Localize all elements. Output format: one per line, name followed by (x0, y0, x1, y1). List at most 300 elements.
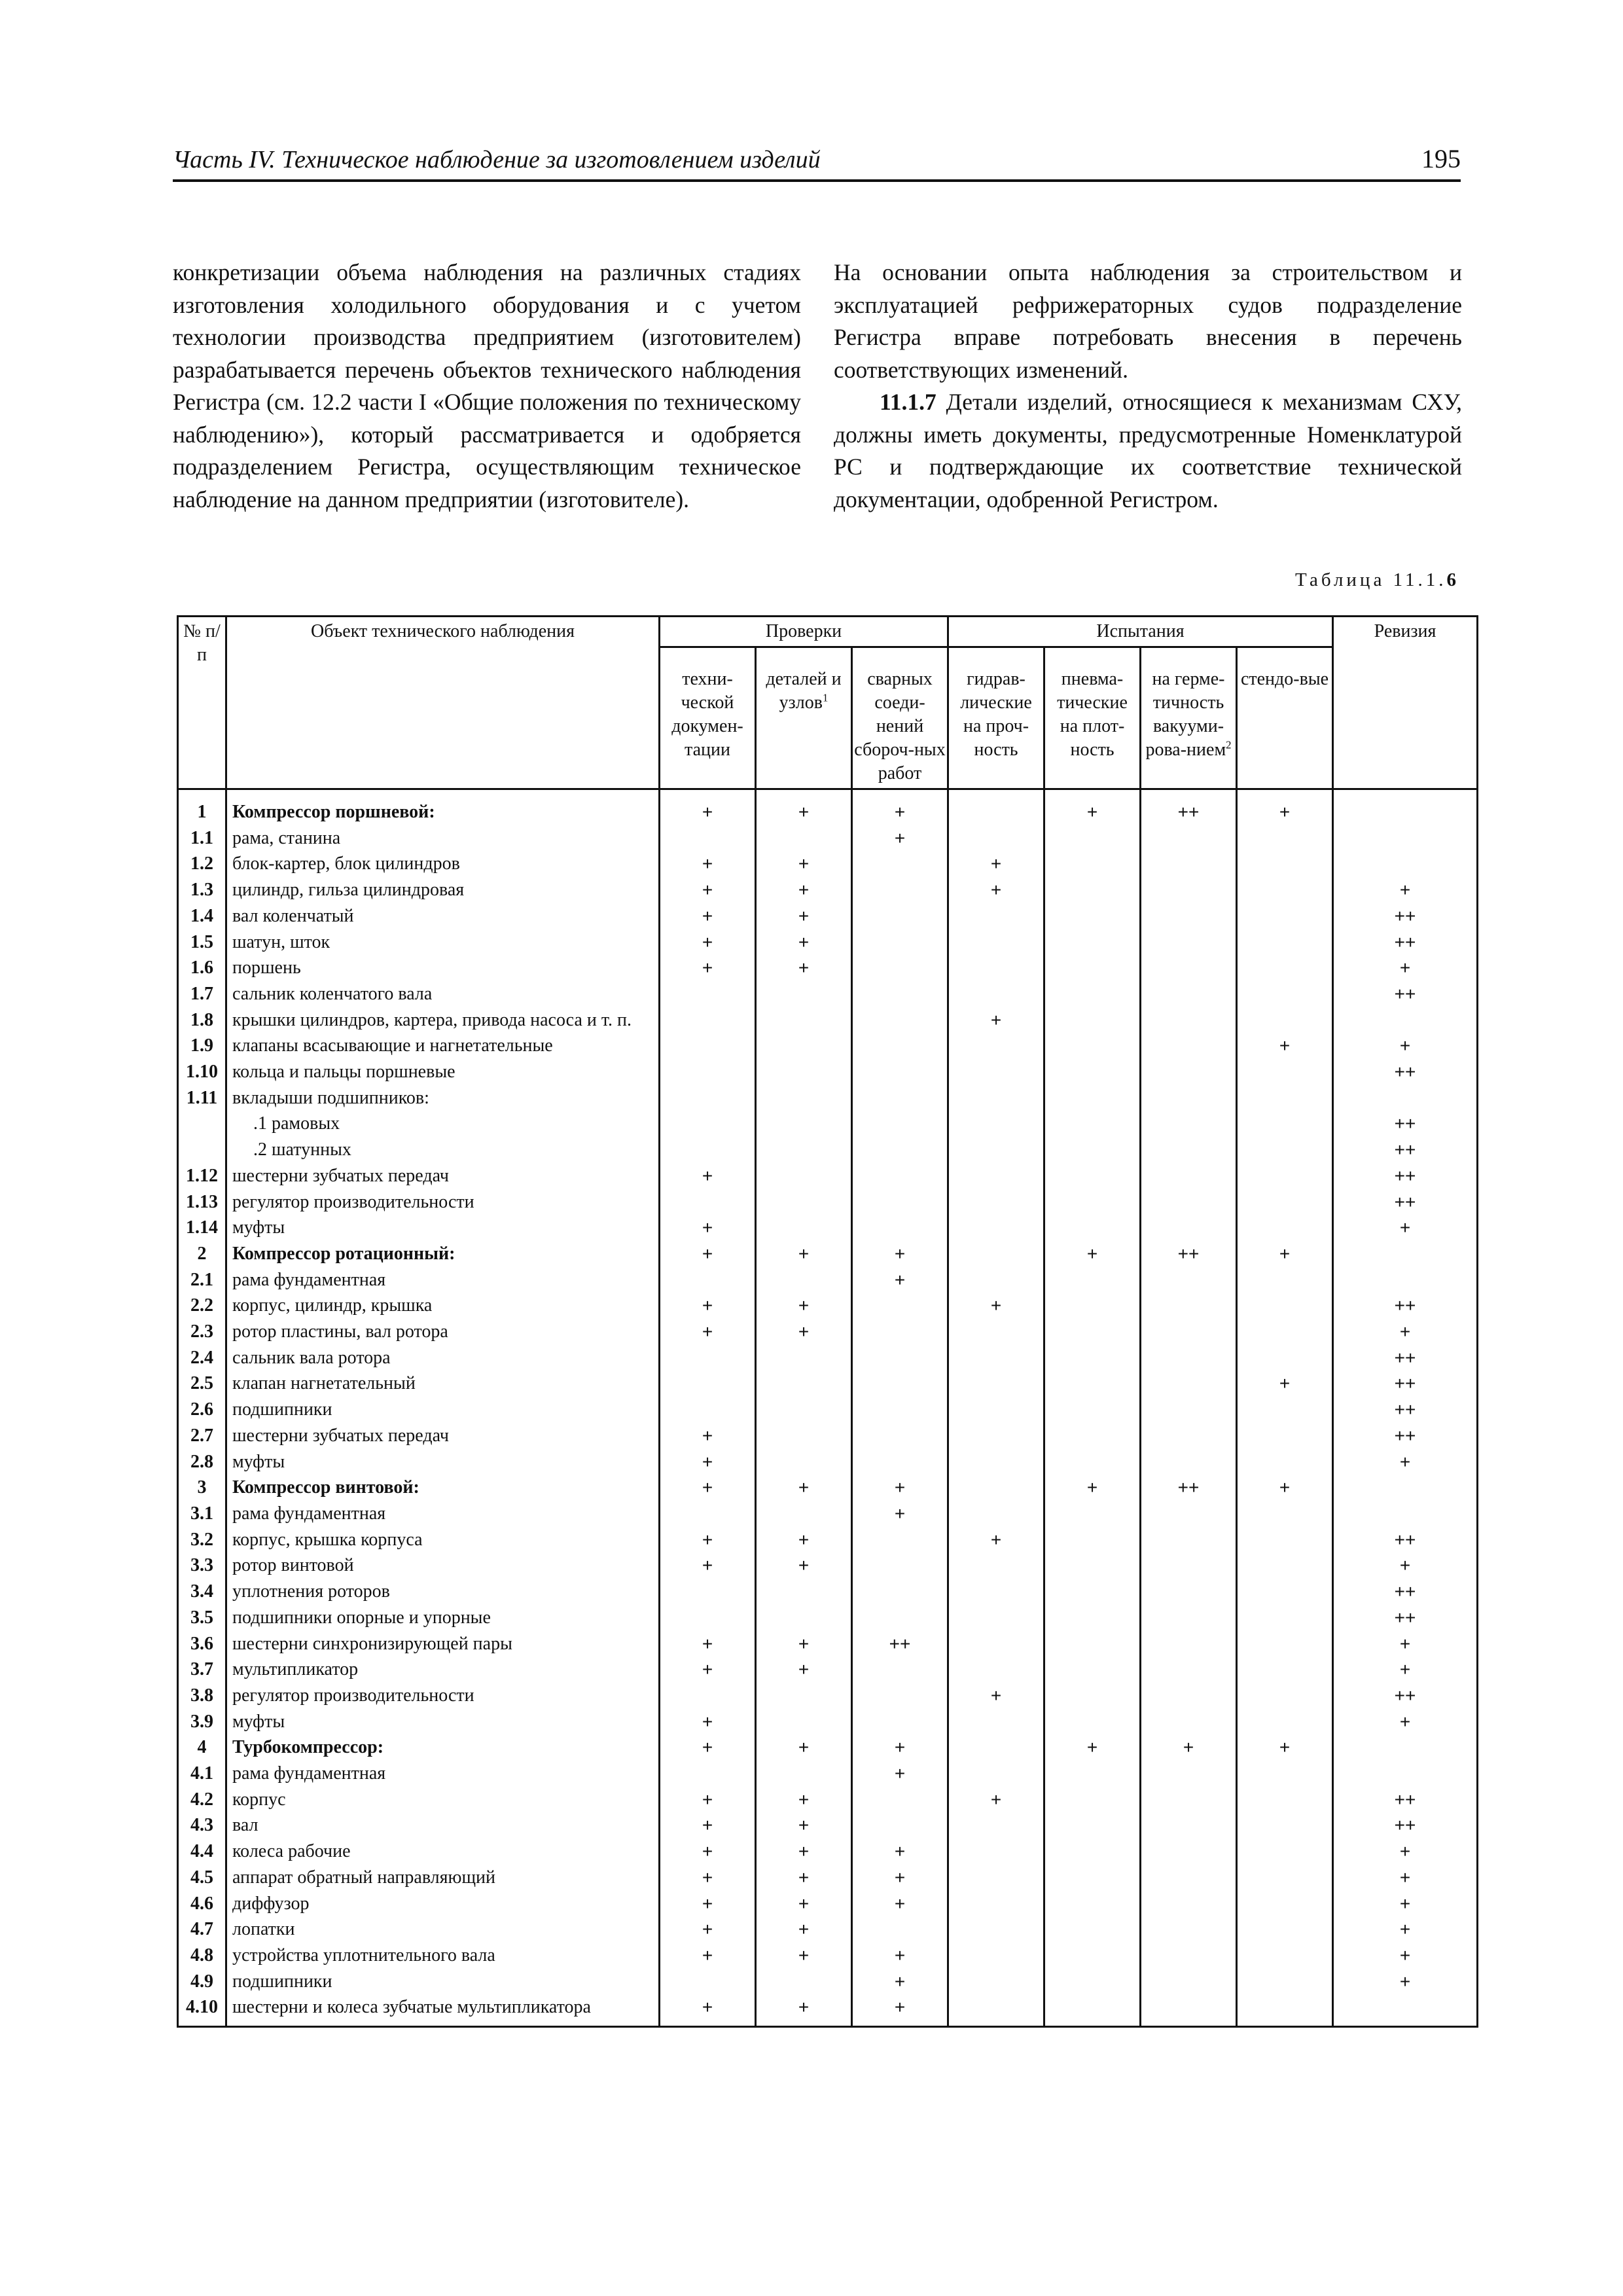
row-mark (852, 1085, 948, 1111)
row-mark (1237, 1969, 1333, 1995)
table-row (178, 1215, 1478, 1241)
row-mark: + (852, 1501, 948, 1527)
row-mark (852, 877, 948, 903)
row-mark (1141, 1137, 1237, 1163)
row-mark: + (756, 1475, 852, 1501)
row-mark: + (852, 1891, 948, 1917)
row-mark: + (660, 1552, 756, 1579)
row-mark (852, 1319, 948, 1345)
row-object-name: Компрессор поршневой: (226, 789, 660, 825)
row-mark (948, 1994, 1044, 2026)
row-mark (1237, 1319, 1333, 1345)
head-pneumatic: пневма-тические на плот-ность (1044, 647, 1141, 789)
row-mark: + (756, 1787, 852, 1813)
row-mark (1237, 1137, 1333, 1163)
row-object-name: вкладыши подшипников: (226, 1085, 660, 1111)
clause-number: 11.1.7 (880, 389, 936, 415)
row-mark (852, 1007, 948, 1033)
row-mark: + (756, 1241, 852, 1267)
row-mark (1237, 955, 1333, 981)
row-number: 3.9 (178, 1709, 226, 1735)
row-mark: + (1333, 1969, 1478, 1995)
row-mark: ++ (1333, 1189, 1478, 1215)
row-mark (948, 1475, 1044, 1501)
row-mark: + (948, 1007, 1044, 1033)
table-row (178, 1891, 1478, 1917)
row-mark (660, 825, 756, 852)
row-mark (1237, 1839, 1333, 1865)
row-mark: + (852, 1943, 948, 1969)
row-mark (948, 1839, 1044, 1865)
head-hydraulic: гидрав-лические на проч-ность (948, 647, 1044, 789)
row-mark: ++ (1333, 1423, 1478, 1449)
head-object: Объект технического наблюдения (226, 617, 660, 789)
row-number: 1.7 (178, 981, 226, 1007)
head-revision: Ревизия (1333, 617, 1478, 789)
row-mark: + (852, 1761, 948, 1787)
row-object-name: клапан нагнетательный (226, 1371, 660, 1397)
row-mark (1044, 1839, 1141, 1865)
row-object-name: рама фундаментная (226, 1267, 660, 1293)
row-object-name: Турбокомпрессор: (226, 1734, 660, 1761)
row-object-name: шестерни зубчатых передач (226, 1163, 660, 1189)
row-object-name: цилиндр, гильза цилиндровая (226, 877, 660, 903)
row-mark: + (660, 877, 756, 903)
row-mark (852, 1449, 948, 1475)
table-row (178, 1033, 1478, 1059)
row-mark (1141, 1552, 1237, 1579)
row-mark: + (852, 1267, 948, 1293)
row-mark (756, 1371, 852, 1397)
row-number: 4.6 (178, 1891, 226, 1917)
row-mark (852, 1033, 948, 1059)
row-mark: + (1333, 1891, 1478, 1917)
row-mark: + (948, 877, 1044, 903)
row-object-name: лопатки (226, 1916, 660, 1943)
row-mark: + (1333, 955, 1478, 981)
row-mark (948, 1033, 1044, 1059)
row-object-name: рама фундаментная (226, 1761, 660, 1787)
row-mark (1237, 1994, 1333, 2026)
row-object-name: сальник вала ротора (226, 1345, 660, 1371)
row-mark (1044, 1319, 1141, 1345)
table-caption (1295, 569, 1459, 591)
table-row (178, 1319, 1478, 1345)
row-mark (852, 929, 948, 956)
row-mark (1044, 1916, 1141, 1943)
row-mark (660, 1371, 756, 1397)
row-mark (1044, 851, 1141, 877)
row-mark (852, 955, 948, 981)
row-number: 2.4 (178, 1345, 226, 1371)
row-mark (1141, 1891, 1237, 1917)
row-mark (1044, 1215, 1141, 1241)
row-mark: + (660, 789, 756, 825)
row-mark: + (1044, 1241, 1141, 1267)
row-mark (1237, 1397, 1333, 1423)
table-row (178, 1137, 1478, 1163)
table-row (178, 1812, 1478, 1839)
row-mark (852, 1657, 948, 1683)
row-mark (756, 1137, 852, 1163)
table-head-row-1 (178, 617, 1478, 647)
row-mark (1044, 955, 1141, 981)
row-mark: + (756, 1839, 852, 1865)
row-mark (756, 1397, 852, 1423)
row-number: 4.8 (178, 1943, 226, 1969)
row-object-name: аппарат обратный направляющий (226, 1865, 660, 1891)
row-mark (1333, 1085, 1478, 1111)
table-row (178, 955, 1478, 981)
table-row (178, 1371, 1478, 1397)
row-object-name: подшипники опорные и упорные (226, 1605, 660, 1631)
row-mark (852, 1812, 948, 1839)
table-row (178, 1994, 1478, 2026)
row-mark: + (852, 1475, 948, 1501)
row-mark (1141, 1345, 1237, 1371)
row-mark: ++ (1333, 1371, 1478, 1397)
head-vacuum (1141, 647, 1237, 789)
row-mark (756, 1709, 852, 1735)
row-mark (1044, 1501, 1141, 1527)
row-mark (852, 1916, 948, 1943)
row-mark (1044, 1657, 1141, 1683)
table-row (178, 1552, 1478, 1579)
row-mark (1237, 1423, 1333, 1449)
row-mark (1141, 1943, 1237, 1969)
row-number: 3.2 (178, 1527, 226, 1553)
row-mark: + (1237, 1033, 1333, 1059)
row-mark (1141, 1527, 1237, 1553)
row-number: 4.4 (178, 1839, 226, 1865)
row-mark (948, 1319, 1044, 1345)
row-mark (852, 1605, 948, 1631)
row-mark: + (948, 851, 1044, 877)
table-row (178, 1189, 1478, 1215)
row-mark (1237, 1812, 1333, 1839)
row-mark (660, 1761, 756, 1787)
table-row (178, 1293, 1478, 1319)
row-mark (756, 1501, 852, 1527)
row-mark (1044, 1891, 1141, 1917)
row-mark: + (660, 1994, 756, 2026)
row-mark (948, 1812, 1044, 1839)
row-mark: + (756, 877, 852, 903)
row-mark: ++ (1333, 1137, 1478, 1163)
row-mark: + (660, 1449, 756, 1475)
row-mark (1141, 1449, 1237, 1475)
row-mark (1333, 1475, 1478, 1501)
table-row (178, 1605, 1478, 1631)
row-mark (660, 1033, 756, 1059)
row-mark (1141, 1371, 1237, 1397)
row-mark (660, 981, 756, 1007)
row-mark (1237, 1085, 1333, 1111)
row-mark: + (660, 1891, 756, 1917)
right-paragraph-1: На основании опыта наблюдения за строительством и эксплуатацией рефрижераторных судов подразделение Регистра вправе потребовать внесения в перечень соответствующих изменений. (834, 259, 1462, 383)
row-number: 1.14 (178, 1215, 226, 1241)
left-column (173, 257, 801, 516)
row-object-name: колеса рабочие (226, 1839, 660, 1865)
row-mark (948, 1111, 1044, 1137)
row-mark: ++ (1333, 1345, 1478, 1371)
row-mark (756, 1059, 852, 1085)
head-checks: Проверки (660, 617, 948, 647)
table-body (178, 789, 1478, 2027)
row-mark (660, 1137, 756, 1163)
row-mark (660, 1397, 756, 1423)
row-number: 1.3 (178, 877, 226, 903)
row-mark (1044, 981, 1141, 1007)
row-mark: + (660, 1943, 756, 1969)
row-mark (660, 1111, 756, 1137)
supervision-table (177, 615, 1478, 2028)
row-mark (1044, 903, 1141, 929)
row-mark: + (660, 1787, 756, 1813)
row-mark (948, 1891, 1044, 1917)
row-mark (660, 1085, 756, 1111)
row-mark (1141, 1605, 1237, 1631)
row-mark (852, 1787, 948, 1813)
table-row (178, 929, 1478, 956)
clause-text: Детали изделий, относящиеся к механизмам СХУ, должны иметь документы, предусмотренные Номенклатурой РС и подтверждающие их соответствие технической документации, одобренной Регистром. (834, 389, 1462, 512)
row-object-name: подшипники (226, 1397, 660, 1423)
row-number: 1.2 (178, 851, 226, 877)
row-mark: + (1044, 1734, 1141, 1761)
row-mark (1237, 1345, 1333, 1371)
row-mark: + (660, 1215, 756, 1241)
table-row (178, 1631, 1478, 1657)
table-row (178, 1007, 1478, 1033)
row-mark (1141, 877, 1237, 903)
table-row (178, 1865, 1478, 1891)
table-caption-number: 6 (1446, 569, 1459, 590)
row-number (178, 1111, 226, 1137)
row-mark: + (1333, 1865, 1478, 1891)
row-mark: ++ (1141, 1475, 1237, 1501)
row-mark (1237, 1007, 1333, 1033)
row-number: 1 (178, 789, 226, 825)
row-mark (948, 1085, 1044, 1111)
row-mark (1044, 1552, 1141, 1579)
row-mark (852, 1397, 948, 1423)
row-mark (756, 1085, 852, 1111)
row-mark: ++ (1333, 1787, 1478, 1813)
row-mark: + (756, 1943, 852, 1969)
row-mark (1044, 1137, 1141, 1163)
row-object-name: шатун, шток (226, 929, 660, 956)
row-mark (852, 1111, 948, 1137)
row-mark: + (660, 1527, 756, 1553)
row-mark (948, 1241, 1044, 1267)
row-mark (1237, 1215, 1333, 1241)
row-mark (948, 929, 1044, 956)
row-number: 2.7 (178, 1423, 226, 1449)
row-mark (756, 1007, 852, 1033)
row-mark: + (1333, 1943, 1478, 1969)
row-mark: + (852, 1865, 948, 1891)
row-mark (1141, 1293, 1237, 1319)
row-mark (660, 1501, 756, 1527)
row-mark (948, 1345, 1044, 1371)
row-mark (1237, 1059, 1333, 1085)
row-number: 2.5 (178, 1371, 226, 1397)
row-mark (1141, 1163, 1237, 1189)
row-mark (948, 789, 1044, 825)
row-mark: + (660, 1839, 756, 1865)
row-mark (660, 1059, 756, 1085)
row-mark: + (660, 1319, 756, 1345)
row-mark (756, 1605, 852, 1631)
row-mark (1044, 1007, 1141, 1033)
row-mark (852, 1059, 948, 1085)
row-number: 4.5 (178, 1865, 226, 1891)
row-mark (660, 1579, 756, 1605)
row-mark: + (660, 1631, 756, 1657)
right-paragraph-2 (834, 386, 1462, 516)
left-paragraph: конкретизации объема наблюдения на различных стадиях изготовления холодильного оборудования и с учетом технологии производства предприятием (изготовителем) разрабатывается перечень объектов технического наблюдения Регистра (см. 12.2 части I «Общие положения по техническому наблюдению»), который рассматривается и одобряется подразделением Регистра, осуществляющим техническое наблюдение на данном предприятии (изготовителе). (173, 259, 801, 512)
row-mark (1044, 1943, 1141, 1969)
row-number: 3 (178, 1475, 226, 1501)
row-mark (948, 1761, 1044, 1787)
table-row (178, 1449, 1478, 1475)
row-number: 4.1 (178, 1761, 226, 1787)
row-mark (948, 1449, 1044, 1475)
table-row (178, 1709, 1478, 1735)
row-number: 2.8 (178, 1449, 226, 1475)
row-mark: + (756, 1657, 852, 1683)
row-mark: + (756, 1552, 852, 1579)
table-row (178, 1085, 1478, 1111)
page-number: 195 (1421, 144, 1461, 173)
row-mark (756, 1267, 852, 1293)
row-mark: + (660, 1657, 756, 1683)
row-mark: + (852, 825, 948, 852)
row-number: 4.10 (178, 1994, 226, 2026)
row-mark (852, 1189, 948, 1215)
row-number: 2.1 (178, 1267, 226, 1293)
row-mark: ++ (1333, 1683, 1478, 1709)
row-mark (1333, 1241, 1478, 1267)
row-mark (1044, 1111, 1141, 1137)
table-row (178, 1761, 1478, 1787)
row-object-name: Компрессор ротационный: (226, 1241, 660, 1267)
row-mark (1237, 981, 1333, 1007)
row-mark (1044, 1812, 1141, 1839)
table-row (178, 1111, 1478, 1137)
row-mark (948, 1631, 1044, 1657)
table-row (178, 1969, 1478, 1995)
row-mark (1237, 903, 1333, 929)
row-object-name: корпус, крышка корпуса (226, 1527, 660, 1553)
row-number: 4.7 (178, 1916, 226, 1943)
row-mark: ++ (1141, 1241, 1237, 1267)
head-parts-label: деталей и узлов (766, 669, 842, 713)
row-object-name: шестерни синхронизирующей пары (226, 1631, 660, 1657)
row-number: 1.4 (178, 903, 226, 929)
row-mark (1141, 1631, 1237, 1657)
table-row (178, 1579, 1478, 1605)
row-mark (948, 1267, 1044, 1293)
row-mark (1141, 1787, 1237, 1813)
row-mark (1141, 1059, 1237, 1085)
row-number: 1.5 (178, 929, 226, 956)
row-object-name: блок-картер, блок цилиндров (226, 851, 660, 877)
row-mark (1237, 1787, 1333, 1813)
row-mark (756, 1449, 852, 1475)
table-row (178, 1734, 1478, 1761)
row-mark (1044, 1033, 1141, 1059)
row-mark (948, 1969, 1044, 1995)
head-bench: стендо-вые (1237, 647, 1333, 789)
row-mark (1044, 1449, 1141, 1475)
row-mark: + (660, 1812, 756, 1839)
row-mark (1044, 1579, 1141, 1605)
row-mark (1044, 1345, 1141, 1371)
row-number (178, 1137, 226, 1163)
row-mark: + (948, 1683, 1044, 1709)
row-mark: + (660, 955, 756, 981)
row-object-name: клапаны всасывающие и нагнетательные (226, 1033, 660, 1059)
row-mark (1237, 1579, 1333, 1605)
row-mark: ++ (1333, 1111, 1478, 1137)
row-mark (1141, 1839, 1237, 1865)
row-mark (756, 981, 852, 1007)
row-number: 1.1 (178, 825, 226, 852)
table-row (178, 1527, 1478, 1553)
table-row (178, 851, 1478, 877)
row-number: 2.3 (178, 1319, 226, 1345)
row-number: 3.3 (178, 1552, 226, 1579)
row-mark (1237, 1267, 1333, 1293)
row-number: 1.8 (178, 1007, 226, 1033)
row-mark: + (948, 1787, 1044, 1813)
row-mark (852, 1552, 948, 1579)
row-mark (948, 1137, 1044, 1163)
row-object-name: регулятор производительности (226, 1683, 660, 1709)
row-number: 4.3 (178, 1812, 226, 1839)
row-mark (756, 1683, 852, 1709)
row-mark (660, 1605, 756, 1631)
row-mark (948, 1916, 1044, 1943)
row-number: 1.10 (178, 1059, 226, 1085)
row-mark: + (1333, 1709, 1478, 1735)
row-mark: + (948, 1293, 1044, 1319)
row-mark: ++ (1333, 929, 1478, 956)
row-mark (1237, 1605, 1333, 1631)
row-mark: + (756, 1891, 852, 1917)
row-mark (756, 1163, 852, 1189)
row-mark (1333, 1761, 1478, 1787)
row-mark: + (1333, 1657, 1478, 1683)
row-number: 2.2 (178, 1293, 226, 1319)
head-parts (756, 647, 852, 789)
row-mark (1044, 1969, 1141, 1995)
row-mark (1237, 877, 1333, 903)
row-mark (948, 1865, 1044, 1891)
row-mark (1141, 929, 1237, 956)
row-mark (948, 825, 1044, 852)
row-mark: + (660, 929, 756, 956)
row-mark (852, 1371, 948, 1397)
row-mark (1333, 825, 1478, 852)
row-mark (948, 1215, 1044, 1241)
row-mark (948, 1371, 1044, 1397)
row-mark (948, 1605, 1044, 1631)
row-object-name: уплотнения роторов (226, 1579, 660, 1605)
row-object-name: диффузор (226, 1891, 660, 1917)
row-mark: ++ (1333, 1163, 1478, 1189)
